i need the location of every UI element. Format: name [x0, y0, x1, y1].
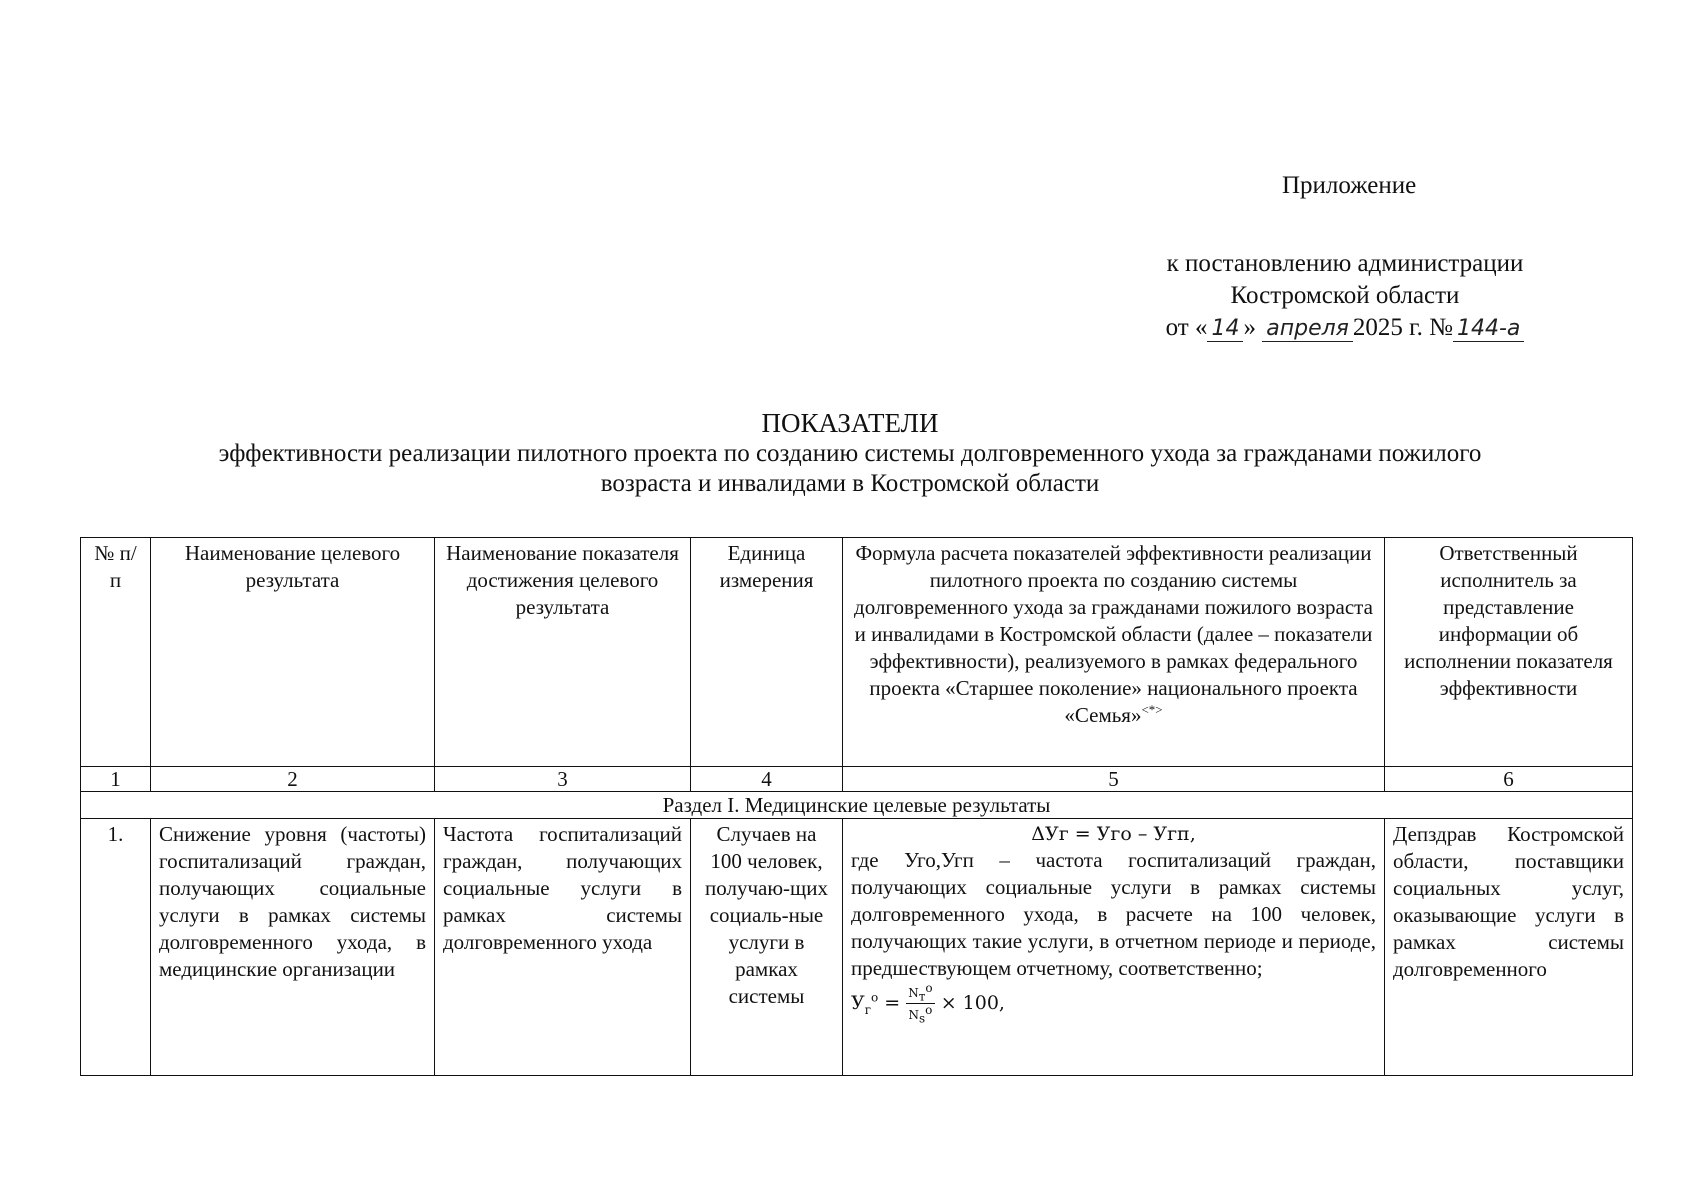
decree-line-1: к постановлению администрации	[1166, 250, 1524, 277]
decree-reference	[1110, 248, 1580, 344]
document-title: ПОКАЗАТЕЛИ	[761, 408, 939, 438]
handwritten-month: апреля	[1262, 317, 1353, 342]
decree-line-2: Костромской области	[1230, 282, 1460, 309]
row-indicator-text: Частота госпитализаций граждан, получающих социальные услуги в рамках системы долговременного ухода	[443, 822, 682, 954]
section-title: Раздел I. Медицинские целевые результаты	[81, 792, 1633, 819]
formula-fraction: $\frac{N_т^о}{N_s^о}$	[908, 981, 933, 1026]
row-responsible-text: Депздрав Костромской области, поставщики социальных услуг, оказывающие услуги в рамках системы долговременного	[1393, 822, 1624, 981]
document-subtitle: эффективности реализации пилотного проекта по созданию системы долговременного ухода за гражданами пожилого возраста и инвалидами в Костромской области	[218, 440, 1482, 497]
row-indicator	[435, 819, 691, 1076]
formula-second: $У_г^о$ = $\frac{N_т^о}{N_s^о}$ × 100,	[851, 981, 1005, 1026]
formula-main: ΔУг = Уго – Угп,	[1031, 823, 1196, 845]
handwritten-doc-number: 144-а	[1453, 317, 1524, 342]
row-formula	[843, 819, 1385, 1076]
table-header-row	[81, 538, 1633, 767]
col-header-formula	[843, 538, 1385, 767]
date-prefix: от «	[1165, 314, 1208, 341]
date-mid: »	[1243, 314, 1256, 341]
col-header-indicator: Наименование показателя достижения целевого результата	[435, 538, 691, 767]
decree-date-line	[1110, 312, 1580, 344]
column-number-row	[81, 767, 1633, 792]
col-header-result: Наименование целевого результата	[151, 538, 435, 767]
row-result	[151, 819, 435, 1076]
formula-description: где Уго,Угп – частота госпитализаций граждан, получающих социальные услуги в рамках системы долговременного ухода, в расчете на 100 человек, получающих такие услуги, в отчетном периоде и периоде, предшествующем отчетному, соответственно;	[851, 848, 1376, 980]
col-header-number: № п/п	[81, 538, 151, 767]
indicators-table	[80, 537, 1633, 1076]
column-number: 6	[1385, 767, 1633, 792]
column-number: 2	[151, 767, 435, 792]
row-unit-text: Случаев на 100 человек, получаю-щих социаль-ные услуги в рамках системы	[705, 822, 828, 1008]
annex-label: Приложение	[1282, 172, 1417, 199]
column-number: 5	[843, 767, 1385, 792]
table-row	[81, 819, 1633, 1076]
section-row	[81, 792, 1633, 819]
col-header-responsible: Ответственный исполнитель за представление информации об исполнении показателя эффективности	[1385, 538, 1633, 767]
row-number-text: 1.	[107, 822, 124, 846]
column-number: 4	[691, 767, 843, 792]
row-unit	[691, 819, 843, 1076]
column-number: 1	[81, 767, 151, 792]
handwritten-day: 14	[1207, 317, 1243, 342]
col-header-unit: Единица измерения	[691, 538, 843, 767]
row-result-text: Снижение уровня (частоты) госпитализаций граждан, получающих социальные услуги в рамках системы долговременного ухода, в медицинские организации	[159, 822, 426, 981]
formula-second-tail: × 100,	[940, 991, 1005, 1014]
formula-header-text: Формула расчета показателей эффективности реализации пилотного проекта по созданию системы долговременного ухода за гражданами пожилого возраста и инвалидами в Костромской области (далее – показатели эффективности), реализуемого в рамках федерального проекта «Старшее поколение» национального проекта «Семья»	[854, 541, 1373, 727]
column-number: 3	[435, 767, 691, 792]
document-heading	[150, 407, 1550, 499]
footnote-mark: <*>	[1141, 702, 1163, 717]
row-responsible	[1385, 819, 1633, 1076]
row-number	[81, 819, 151, 1076]
date-year: 2025 г. №	[1352, 314, 1453, 341]
